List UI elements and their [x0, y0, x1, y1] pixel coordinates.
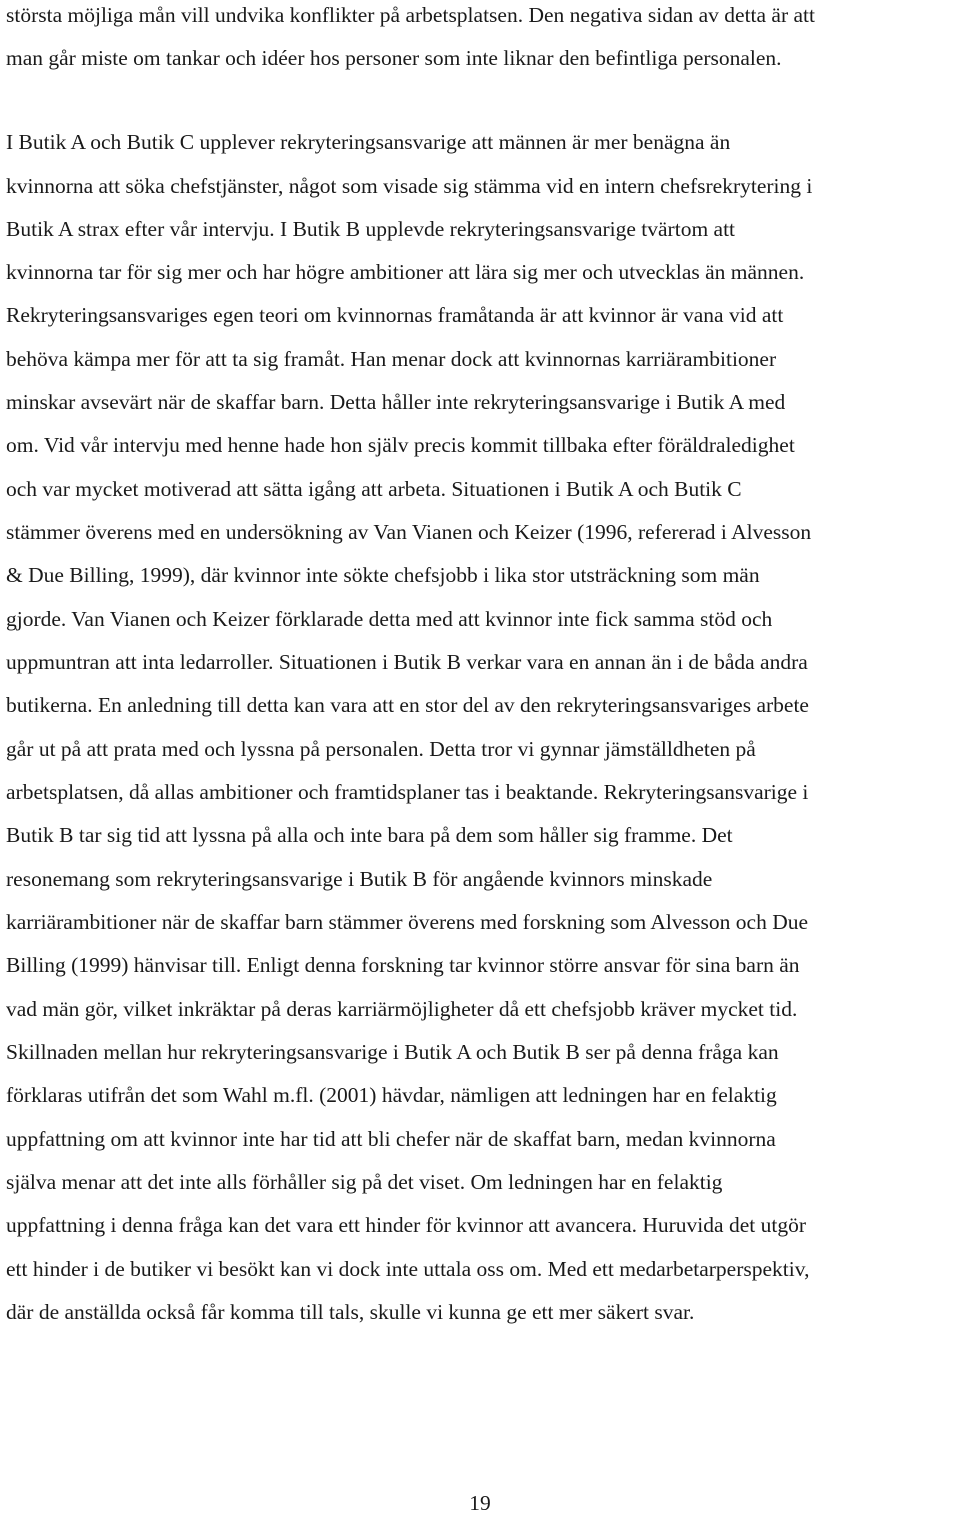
text-line: kvinnorna tar för sig mer och har högre ambitioner att lära sig mer och utvecklas än männen. [6, 260, 805, 284]
text-line: uppfattning om att kvinnor inte har tid att bli chefer när de skaffat barn, medan kvinnorna [6, 1127, 776, 1151]
text-line: Butik A strax efter vår intervju. I Butik B upplevde rekryteringsansvarige tvärtom att [6, 217, 736, 241]
text-line: förklaras utifrån det som Wahl m.fl. (2001) hävdar, nämligen att ledningen har en felaktig [6, 1083, 777, 1107]
text-line: minskar avsevärt när de skaffar barn. Detta håller inte rekryteringsansvarige i Butik A med [6, 390, 786, 414]
text-line: kvinnorna att söka chefstjänster, något som visade sig stämma vid en intern chefsrekrytering i [6, 174, 813, 198]
text-line: och var mycket motiverad att sätta igång att arbeta. Situationen i Butik A och Butik C [6, 477, 742, 501]
text-line: Butik B tar sig tid att lyssna på alla och inte bara på dem som håller sig framme. Det [6, 823, 733, 847]
text-line: själva menar att det inte alls förhåller sig på det viset. Om ledningen har en felaktig [6, 1170, 723, 1194]
text-line: går ut på att prata med och lyssna på personalen. Detta tror vi gynnar jämställdheten på [6, 737, 756, 761]
text-line: Rekryteringsansvariges egen teori om kvinnornas framåtanda är att kvinnor är vana vid att [6, 303, 784, 327]
text-line: man går miste om tankar och idéer hos personer som inte liknar den befintliga personalen. [6, 46, 782, 70]
text-line: uppfattning i denna fråga kan det vara ett hinder för kvinnor att avancera. Huruvida det utgör [6, 1213, 806, 1237]
text-line: stämmer överens med en undersökning av Van Vianen och Keizer (1996, refererad i Alvesson [6, 520, 812, 544]
text-line: om. Vid vår intervju med henne hade hon själv precis kommit tillbaka efter föräldraledighet [6, 433, 795, 457]
text-line: resonemang som rekryteringsansvarige i Butik B för angående kvinnors minskade [6, 867, 713, 891]
text-line: ett hinder i de butiker vi besökt kan vi dock inte uttala oss om. Med ett medarbetarperspektiv, [6, 1257, 810, 1281]
text-line: behöva kämpa mer för att ta sig framåt. Han menar dock att kvinnornas karriärambitioner [6, 347, 777, 371]
text-line: Skillnaden mellan hur rekryteringsansvarige i Butik A och Butik B ser på denna fråga kan [6, 1040, 779, 1064]
text-line: gjorde. Van Vianen och Keizer förklarade detta med att kvinnor inte fick samma stöd och [6, 607, 773, 631]
text-line: I Butik A och Butik C upplever rekryteringsansvarige att männen är mer benägna än [6, 130, 731, 154]
text-line: butikerna. En anledning till detta kan vara att en stor del av den rekryteringsansvariges arbete [6, 693, 809, 717]
text-line: & Due Billing, 1999), där kvinnor inte sökte chefsjobb i lika stor utsträckning som män [6, 563, 760, 587]
text-line: Billing (1999) hänvisar till. Enligt denna forskning tar kvinnor större ansvar för sina barn än [6, 953, 800, 977]
text-line: där de anställda också får komma till tals, skulle vi kunna ge ett mer säkert svar. [6, 1300, 695, 1324]
text-line: största möjliga mån vill undvika konflikter på arbetsplatsen. Den negativa sidan av detta är att [6, 3, 816, 27]
text-line: karriärambitioner när de skaffar barn stämmer överens med forskning som Alvesson och Due [6, 910, 809, 934]
page-number: 19 [469, 1491, 491, 1515]
text-line: uppmuntran att inta ledarroller. Situationen i Butik B verkar vara en annan än i de båda andra [6, 650, 808, 674]
text-line: arbetsplatsen, då allas ambitioner och framtidsplaner tas i beaktande. Rekryteringsansvarige i [6, 780, 809, 804]
text-line: vad män gör, vilket inkräktar på deras karriärmöjligheter då ett chefsjobb kräver mycket tid. [6, 997, 798, 1021]
